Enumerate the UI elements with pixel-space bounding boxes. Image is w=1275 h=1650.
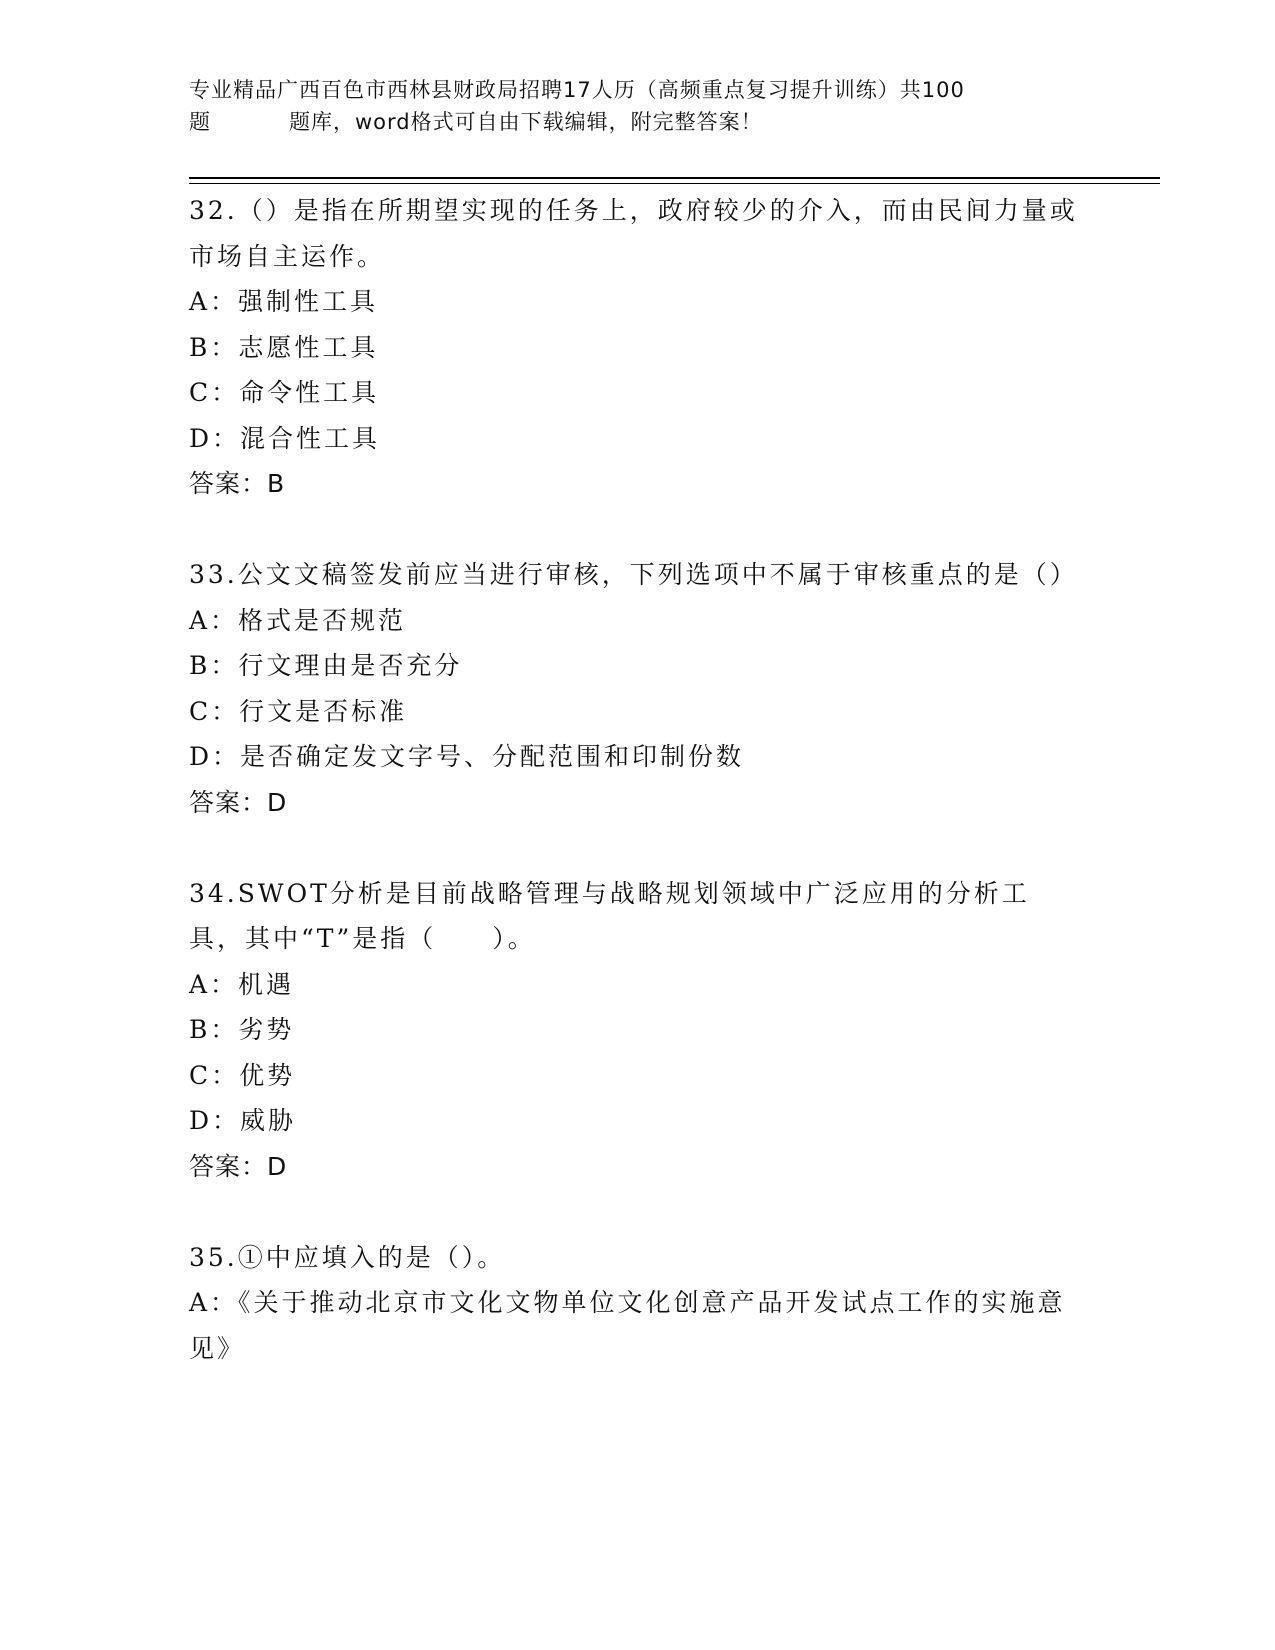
header-divider-thin <box>189 183 1160 184</box>
header-title-line-2 <box>189 106 1069 138</box>
option-d: D：威胁 <box>189 1106 297 1135</box>
answer-label: 答案：D <box>189 1151 288 1181</box>
question-stem: 33.公文文稿签发前应当进行审核，下列选项中不属于审核重点的是（） <box>189 560 1078 589</box>
option-a: A：格式是否规范 <box>189 605 407 635</box>
answer-label: 答案：D <box>189 787 288 817</box>
question-stem: 34.SWOT分析是目前战略管理与战略规划领域中广泛应用的分析工具，其中“T”是指（ ）。 <box>189 878 1030 953</box>
question-34 <box>189 871 1079 1190</box>
option-c: C：命令性工具 <box>189 378 380 407</box>
option-d: D：是否确定发文字号、分配范围和印制份数 <box>189 742 745 771</box>
header-divider-thick <box>189 177 1160 179</box>
question-32 <box>189 188 1079 507</box>
option-c: C：优势 <box>189 1060 296 1090</box>
question-spacer <box>189 1189 1079 1235</box>
question-35 <box>189 1235 1079 1372</box>
option-b: B：行文理由是否充分 <box>189 651 463 680</box>
option-b: B：志愿性工具 <box>189 332 379 362</box>
question-stem: 35.①中应填入的是（）。 <box>189 1242 506 1272</box>
option-a: A：强制性工具 <box>189 287 379 316</box>
option-a: A：机遇 <box>189 969 295 999</box>
question-33 <box>189 552 1079 825</box>
question-spacer <box>189 825 1079 871</box>
question-list <box>189 188 1079 1371</box>
answer-label: 答案：B <box>189 469 286 498</box>
question-stem: 32.（）是指在所期望实现的任务上，政府较少的介入，而由民间力量或市场自主运作。 <box>189 196 1078 271</box>
option-b: B：劣势 <box>189 1015 295 1044</box>
question-spacer <box>189 507 1079 553</box>
option-c: C：行文是否标准 <box>189 696 408 726</box>
header-title-line-2-right: 题库，word格式可自由下载编辑，附完整答案！ <box>289 110 763 134</box>
header-title-line-1: 专业精品广西百色市西林县财政局招聘17人历（高频重点复习提升训练）共100 <box>189 78 965 102</box>
header-title-line-2-left: 题 <box>189 110 211 134</box>
option-d: D：混合性工具 <box>189 423 381 453</box>
document-header <box>189 74 1069 138</box>
option-a: A：《关于推动北京市文化文物单位文化创意产品开发试点工作的实施意见》 <box>189 1288 1066 1363</box>
